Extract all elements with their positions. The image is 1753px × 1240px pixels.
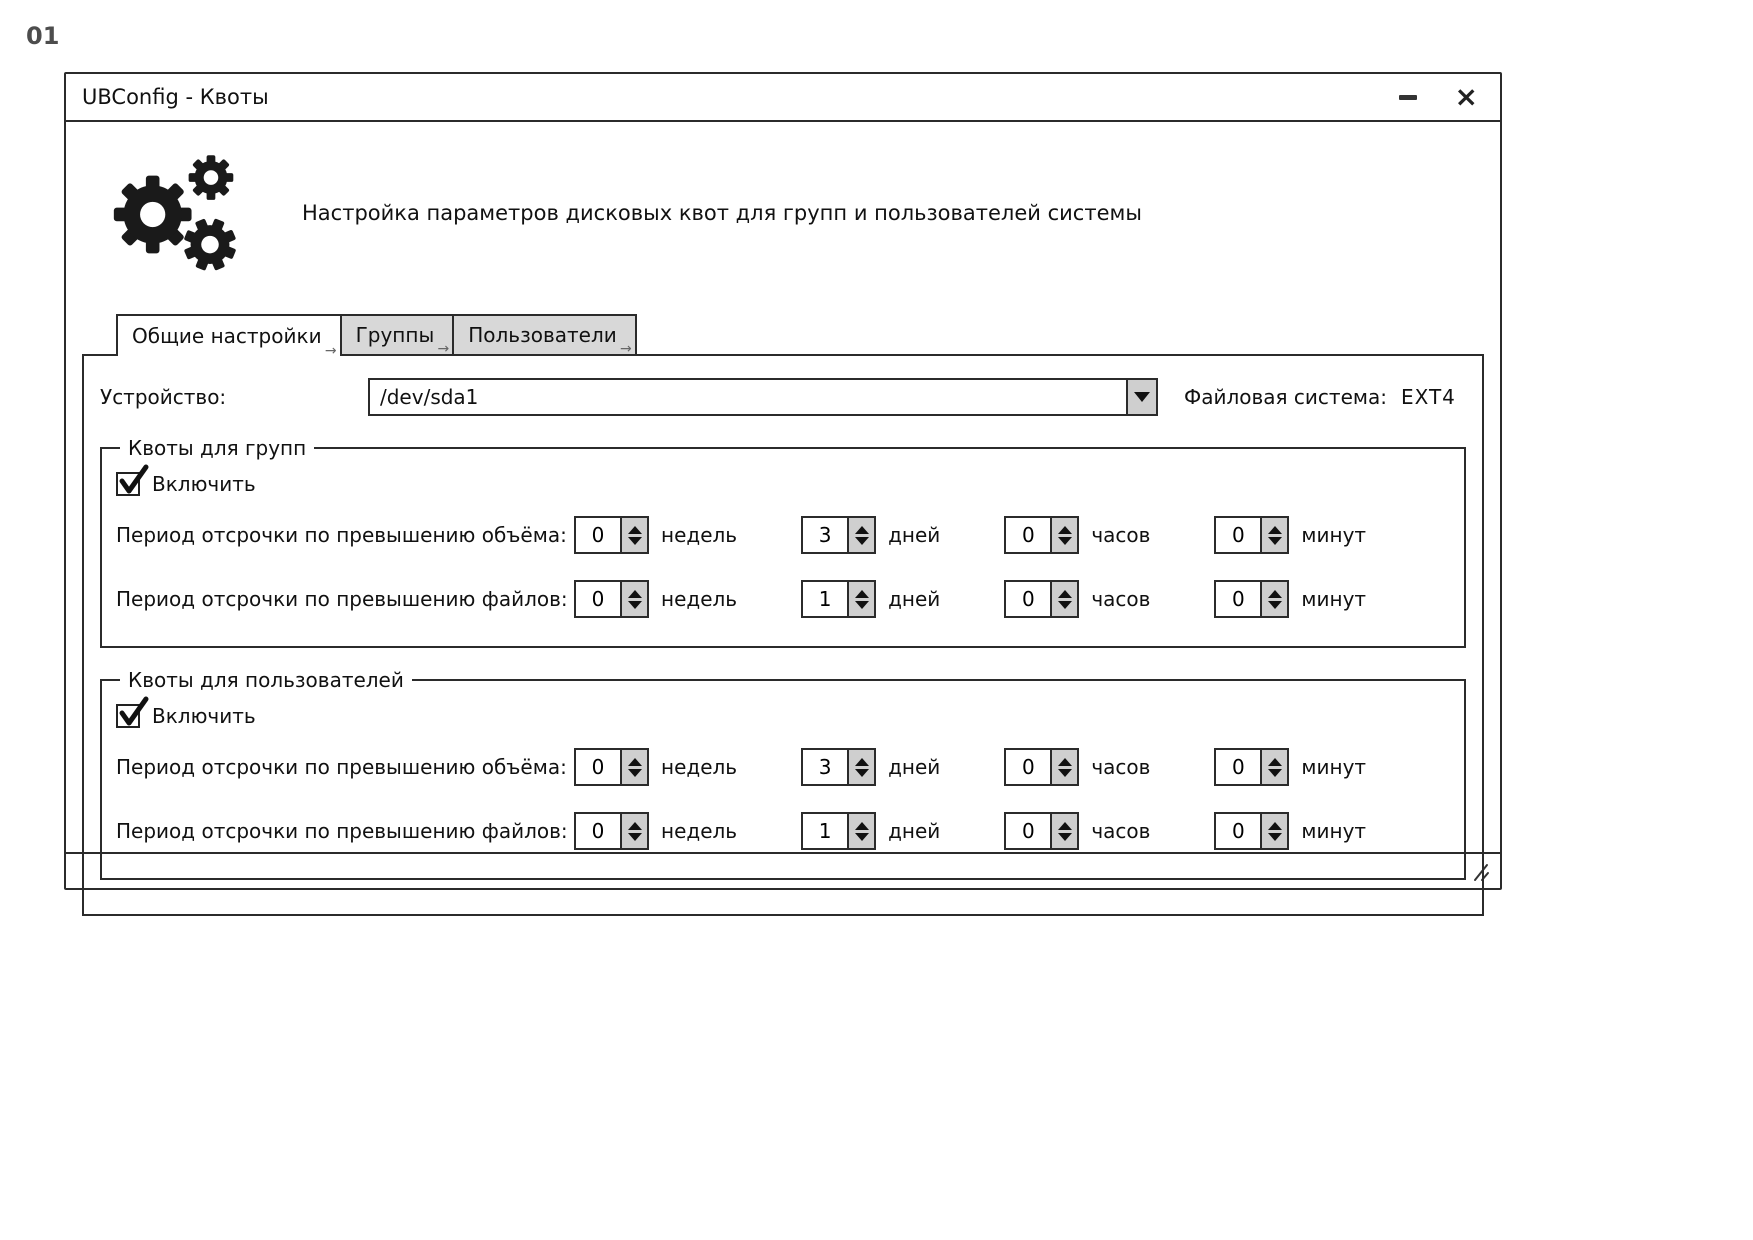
user-quotas-legend: Квоты для пользователей <box>128 668 404 692</box>
days-input[interactable] <box>803 582 847 616</box>
app-window <box>64 72 1502 890</box>
days-unit-label: дней <box>888 755 941 779</box>
minutes-input[interactable] <box>1216 814 1260 848</box>
weeks-spinner <box>574 580 737 618</box>
user-volume-grace-row <box>116 748 1452 786</box>
tab-bar <box>116 314 1486 359</box>
hours-unit-label: часов <box>1091 587 1151 611</box>
tab-link-arrow-icon: → <box>324 343 337 359</box>
tab-users[interactable] <box>454 314 637 356</box>
filesystem-value: EXT4 <box>1400 385 1456 409</box>
weeks-spinner <box>574 812 737 850</box>
hours-spinner <box>1004 748 1150 786</box>
grace-period-label: Период отсрочки по превышению файлов: <box>116 819 568 843</box>
spinner-updown-icon[interactable] <box>620 518 647 552</box>
weeks-spinner <box>574 516 737 554</box>
days-input[interactable] <box>803 750 847 784</box>
weeks-input[interactable] <box>576 750 620 784</box>
enable-checkbox-label: Включить <box>152 472 256 496</box>
group-quotas-legend: Квоты для групп <box>128 436 307 460</box>
window-title: UBConfig - Квоты <box>82 85 269 109</box>
tab-link-arrow-icon: → <box>620 341 632 357</box>
days-input[interactable] <box>803 814 847 848</box>
hours-spinner <box>1004 812 1150 850</box>
spinner-updown-icon[interactable] <box>847 814 874 848</box>
weeks-unit-label: недель <box>661 819 738 843</box>
spinner-updown-icon[interactable] <box>1260 814 1287 848</box>
weeks-unit-label: недель <box>661 755 738 779</box>
minutes-spinner <box>1214 580 1366 618</box>
close-icon[interactable]: × <box>1454 80 1478 113</box>
spinner-updown-icon[interactable] <box>620 814 647 848</box>
weeks-spinner <box>574 748 737 786</box>
tab-groups[interactable] <box>342 314 455 356</box>
weeks-unit-label: недель <box>661 523 738 547</box>
days-spinner <box>801 516 940 554</box>
minutes-spinner <box>1214 516 1366 554</box>
spinner-updown-icon[interactable] <box>1260 518 1287 552</box>
filesystem-label: Файловая система: <box>1184 385 1387 409</box>
grace-period-label: Период отсрочки по превышению объёма: <box>116 755 567 779</box>
user-files-grace-row <box>116 812 1452 850</box>
minutes-input[interactable] <box>1216 518 1260 552</box>
spinner-updown-icon[interactable] <box>1050 582 1077 616</box>
group-volume-grace-row <box>116 516 1452 554</box>
days-input[interactable] <box>803 518 847 552</box>
page-number-label: 01 <box>26 22 60 50</box>
gears-icon <box>108 152 244 274</box>
device-select-value: /dev/sda1 <box>380 385 479 409</box>
spinner-updown-icon[interactable] <box>620 582 647 616</box>
minutes-spinner <box>1214 812 1366 850</box>
window-titlebar[interactable] <box>66 74 1500 122</box>
dropdown-arrow-icon[interactable] <box>1126 380 1156 414</box>
days-unit-label: дней <box>888 819 941 843</box>
window-content <box>66 122 1500 916</box>
hours-input[interactable] <box>1006 750 1050 784</box>
hours-unit-label: часов <box>1091 523 1151 547</box>
hours-unit-label: часов <box>1091 819 1151 843</box>
days-spinner <box>801 748 940 786</box>
enable-checkbox-label: Включить <box>152 704 256 728</box>
hours-unit-label: часов <box>1091 755 1151 779</box>
group-quotas-section <box>100 436 1466 648</box>
days-unit-label: дней <box>888 523 941 547</box>
general-settings-panel <box>82 354 1484 916</box>
days-spinner <box>801 580 940 618</box>
days-unit-label: дней <box>888 587 941 611</box>
minutes-input[interactable] <box>1216 582 1260 616</box>
tab-label: Общие настройки <box>132 324 322 348</box>
hours-spinner <box>1004 516 1150 554</box>
spinner-updown-icon[interactable] <box>1260 750 1287 784</box>
enable-group-quotas-checkbox[interactable] <box>116 472 140 496</box>
hours-spinner <box>1004 580 1150 618</box>
app-description: Настройка параметров дисковых квот для групп и пользователей системы <box>302 201 1142 225</box>
grace-period-label: Период отсрочки по превышению файлов: <box>116 587 568 611</box>
hours-input[interactable] <box>1006 518 1050 552</box>
minutes-unit-label: минут <box>1301 523 1367 547</box>
weeks-input[interactable] <box>576 518 620 552</box>
spinner-updown-icon[interactable] <box>1050 518 1077 552</box>
minutes-unit-label: минут <box>1301 819 1367 843</box>
minutes-unit-label: минут <box>1301 587 1367 611</box>
spinner-updown-icon[interactable] <box>847 750 874 784</box>
minimize-icon[interactable] <box>1399 95 1417 100</box>
enable-user-quotas-row <box>116 704 1452 728</box>
user-quotas-section <box>100 668 1466 880</box>
spinner-updown-icon[interactable] <box>1050 814 1077 848</box>
header-row <box>108 152 1486 274</box>
tab-label: Пользователи <box>468 323 617 347</box>
hours-input[interactable] <box>1006 814 1050 848</box>
device-label: Устройство: <box>100 385 227 409</box>
spinner-updown-icon[interactable] <box>1260 582 1287 616</box>
enable-user-quotas-checkbox[interactable] <box>116 704 140 728</box>
tab-general-settings[interactable] <box>116 314 342 359</box>
spinner-updown-icon[interactable] <box>1050 750 1077 784</box>
spinner-updown-icon[interactable] <box>847 518 874 552</box>
spinner-updown-icon[interactable] <box>847 582 874 616</box>
tab-label: Группы <box>355 323 435 347</box>
group-files-grace-row <box>116 580 1452 618</box>
enable-group-quotas-row <box>116 472 1452 496</box>
weeks-input[interactable] <box>576 814 620 848</box>
minutes-unit-label: минут <box>1301 755 1367 779</box>
hours-input[interactable] <box>1006 582 1050 616</box>
device-row <box>100 378 1466 416</box>
minutes-input[interactable] <box>1216 750 1260 784</box>
days-spinner <box>801 812 940 850</box>
grace-period-label: Период отсрочки по превышению объёма: <box>116 523 567 547</box>
tab-link-arrow-icon: → <box>437 341 450 357</box>
spinner-updown-icon[interactable] <box>620 750 647 784</box>
device-select[interactable] <box>368 378 1158 416</box>
weeks-input[interactable] <box>576 582 620 616</box>
weeks-unit-label: недель <box>661 587 738 611</box>
minutes-spinner <box>1214 748 1366 786</box>
